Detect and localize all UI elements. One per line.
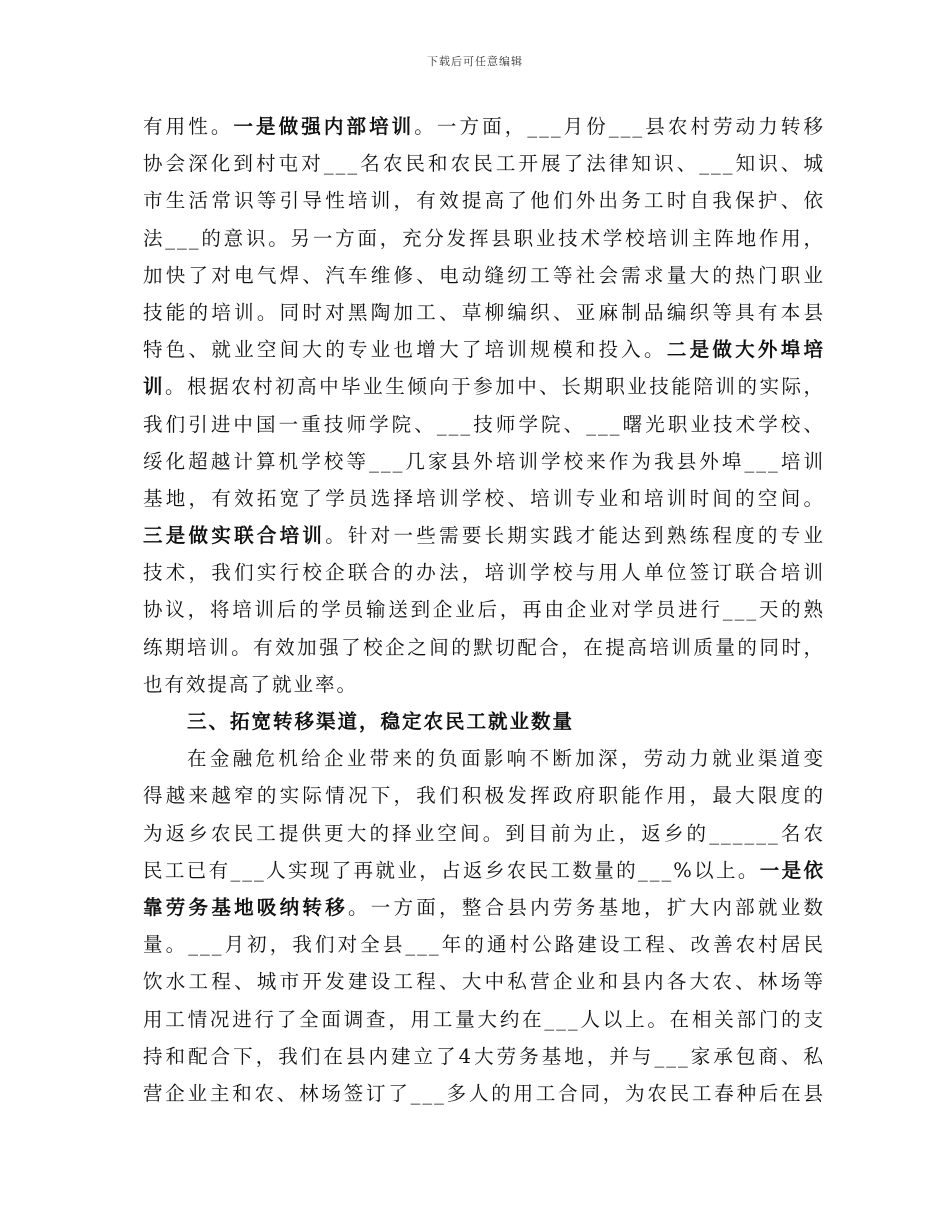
text-line <box>143 926 825 963</box>
text-line <box>143 182 825 219</box>
text-run: 技能的培训。同时对黑陶加工、草柳编织、亚麻制品编织等具有本县 <box>143 300 825 324</box>
bold-phrase: 一是做强内部培训 <box>233 115 415 138</box>
text-run: 法___的意识。另一方面，充分发挥县职业技术学校培训主阵地作用， <box>143 226 825 250</box>
text-line <box>143 220 825 257</box>
text-line <box>143 1038 825 1075</box>
text-line <box>143 108 825 145</box>
bold-phrase: 训 <box>143 375 166 399</box>
text-line <box>143 777 825 814</box>
text-line <box>143 740 825 777</box>
text-run: 饮水工程、城市开发建设工程、大中私营企业和县内各大农、林场等 <box>143 970 825 994</box>
bold-phrase: 一是依 <box>759 858 825 882</box>
document-body <box>143 108 825 1112</box>
bold-phrase: 三、拓宽转移渠道，稳定农民工就业数量 <box>187 710 575 733</box>
text-run: 市生活常识等引导性培训，有效提高了他们外出务工时自我保护、依 <box>143 189 825 213</box>
text-line <box>143 443 825 480</box>
text-run: 。一方面，整合县内劳务基地，扩大内部就业数 <box>347 895 825 919</box>
text-line <box>143 591 825 628</box>
text-line <box>143 517 825 554</box>
page-header: 下载后可任意编辑 <box>427 55 523 68</box>
text-run: 技术，我们实行校企联合的办法，培训学校与用人单位签订联合培训 <box>143 561 825 585</box>
text-run: 营企业主和农、林场签订了___多人的用工合同，为农民工春种后在县 <box>143 1081 825 1105</box>
text-run: 特色、就业空间大的专业也增大了培训规模和投入。 <box>143 338 667 362</box>
text-run: 加快了对电气焊、汽车维修、电动缝纫工等社会需求量大的热门职业 <box>143 263 825 287</box>
text-line <box>143 554 825 591</box>
text-run: 量。___月初，我们对全县___年的通村公路建设工程、改善农村居民 <box>143 933 825 957</box>
text-line <box>143 815 825 852</box>
text-line <box>143 257 825 294</box>
text-run: 民工已有___人实现了再就业，占返乡农民工数量的___%以上。 <box>143 858 760 882</box>
text-run: 我们引进中国一重技师学院、___技师学院、___曙光职业技术学校、 <box>143 412 825 436</box>
text-run: 。针对一些需要长期实践才能达到熟练程度的专业 <box>325 524 825 548</box>
text-run: 练期培训。有效加强了校企之间的默切配合，在提高培训质量的同时， <box>143 635 825 659</box>
text-line <box>143 629 825 666</box>
text-run: 也有效提高了就业率。 <box>143 672 359 696</box>
text-line <box>143 406 825 443</box>
text-line <box>143 666 825 703</box>
text-run: 持和配合下，我们在县内建立了4大劳务基地，并与___家承包商、私 <box>143 1044 825 1068</box>
text-line <box>143 480 825 517</box>
text-run: 协会深化到村屯对___名农民和农民工开展了法律知识、___知识、城 <box>143 152 825 176</box>
bold-phrase: 靠劳务基地吸纳转移 <box>143 895 348 919</box>
text-line <box>143 963 825 1000</box>
text-line <box>143 1075 825 1112</box>
text-line <box>143 852 825 889</box>
text-run: 。根据农村初高中毕业生倾向于参加中、长期职业技能陪训的实际， <box>165 375 825 399</box>
text-run: 绥化超越计算机学校等___几家县外培训学校来作为我县外埠___培训 <box>143 449 825 473</box>
bold-phrase: 三是做实联合培训 <box>143 524 326 548</box>
text-line <box>143 368 825 405</box>
text-line <box>143 331 825 368</box>
text-run: 得越来越窄的实际情况下，我们积极发挥政府职能作用，最大限度的 <box>143 784 825 808</box>
text-line <box>143 145 825 182</box>
text-line <box>143 889 825 926</box>
text-line <box>143 294 825 331</box>
text-run: 用工情况进行了全面调查，用工量大约在___人以上。在相关部门的支 <box>143 1007 825 1031</box>
text-run: 。一方面，___月份___县农村劳动力转移 <box>414 115 825 138</box>
text-run: 在金融危机给企业带来的负面影响不断加深，劳动力就业渠道变 <box>187 747 825 771</box>
text-run: 协议，将培训后的学员输送到企业后，再由企业对学员进行___天的熟 <box>143 598 825 622</box>
text-run: 为返乡农民工提供更大的择业空间。到目前为止，返乡的______名农 <box>143 821 825 845</box>
bold-phrase: 二是做大外埠培 <box>666 338 825 362</box>
text-run: 有用性。 <box>143 115 234 138</box>
text-run: 基地，有效拓宽了学员选择培训学校、培训专业和培训时间的空间。 <box>143 486 825 510</box>
text-line <box>143 1001 825 1038</box>
section-heading <box>143 703 825 740</box>
